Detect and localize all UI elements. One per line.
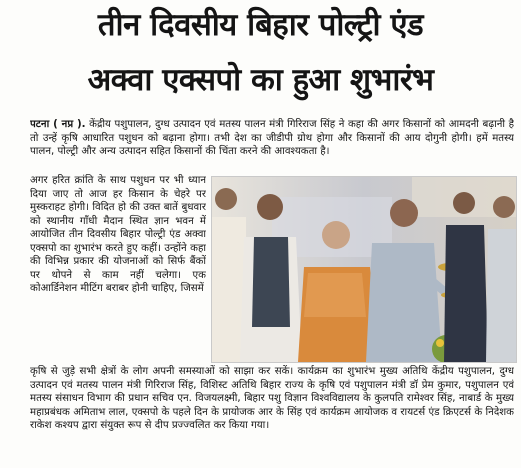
headline-line-2: अक्वा एक्सपो का हुआ शुभारंभ xyxy=(87,62,434,98)
article-intro xyxy=(30,118,514,174)
dateline: पटना ( नप्र ). xyxy=(30,119,86,130)
lamp-lighting-photo xyxy=(212,177,516,362)
intro-text: केंद्रीय पशुपालन, दुग्ध उत्पादन एवं मतस्य पालन मंत्री गिरिराज सिंह ने कहा की अगर किसानों को आमदनी बढ़ानी है तो उन्हें कृषि आधारित पशुधन को बढ़ाना होगा। तभी देश का जीडीपी ग्रोथ होगा और किसानों की आय दोगुनी होगी। हमें मतस्य पालन, पोल्ट्री और अन्य उत्पादन सहित किसानों की चिंता करने की आवश्यकता है। xyxy=(30,119,514,157)
news-photo xyxy=(211,176,517,363)
article-tail: कृषि से जुड़े सभी क्षेत्रों के लोग अपनी समस्याओं को साझा कर सकें। कार्यक्रम का शुभारंभ मुख्य अतिथि केंद्रीय पशुपालन, दुग्ध उत्पादन एवं मतस्य पालन मंत्री गिरिराज सिंह, विशिस्ट अतिथि बिहार राज्य के कृषि एवं पशुपालन मंत्री डॉ प्रेम कुमार, पशुपालन एवं मतस्य संसाधन विभाग की प्रधान सचिव एन. विजयलक्ष्मी, बिहार पशु विज्ञान विश्वविद्यालय के कुलपति रामेश्वर सिंह, नाबार्ड के मुख्य महाप्रबंधक अमिताभ लाल, एक्सपो के पहले दिन के प्रायोजक आर के सिंह एवं कार्यक्रम आयोजक व रायटर्स एंड क्रिएटर्स के निदेशक राकेश कश्यप द्वारा संयुक्त रूप से दीप प्रज्ज्वलित कर किया गया। xyxy=(30,366,514,431)
headline-line-1: तीन दिवसीय बिहार पोल्ट्री एंड xyxy=(97,7,424,43)
article-column: अगर हरित क्रांति के साथ पशुधन पर भी ध्यान दिया जाए तो आज हर किसान के चेहरे पर मुस्कराहट होगी। विदित हो की उक्त बातें बुधवार को स्थानीय गाँधी मैदान स्थित ज्ञान भवन में आयोजित तीन दिवसीय बिहार पोल्ट्री एंड अक्वा एक्सपो का शुभारंभ करते हुए कहीं। उन्होंने कहा की विभिन्न प्रकार की योजनाओं को सिर्फ बैंकों पर थोपने से काम नहीं चलेगा। एक कोआर्डिनेशन मीटिंग बराबर होनी चाहिए, जिसमें xyxy=(30,175,206,294)
